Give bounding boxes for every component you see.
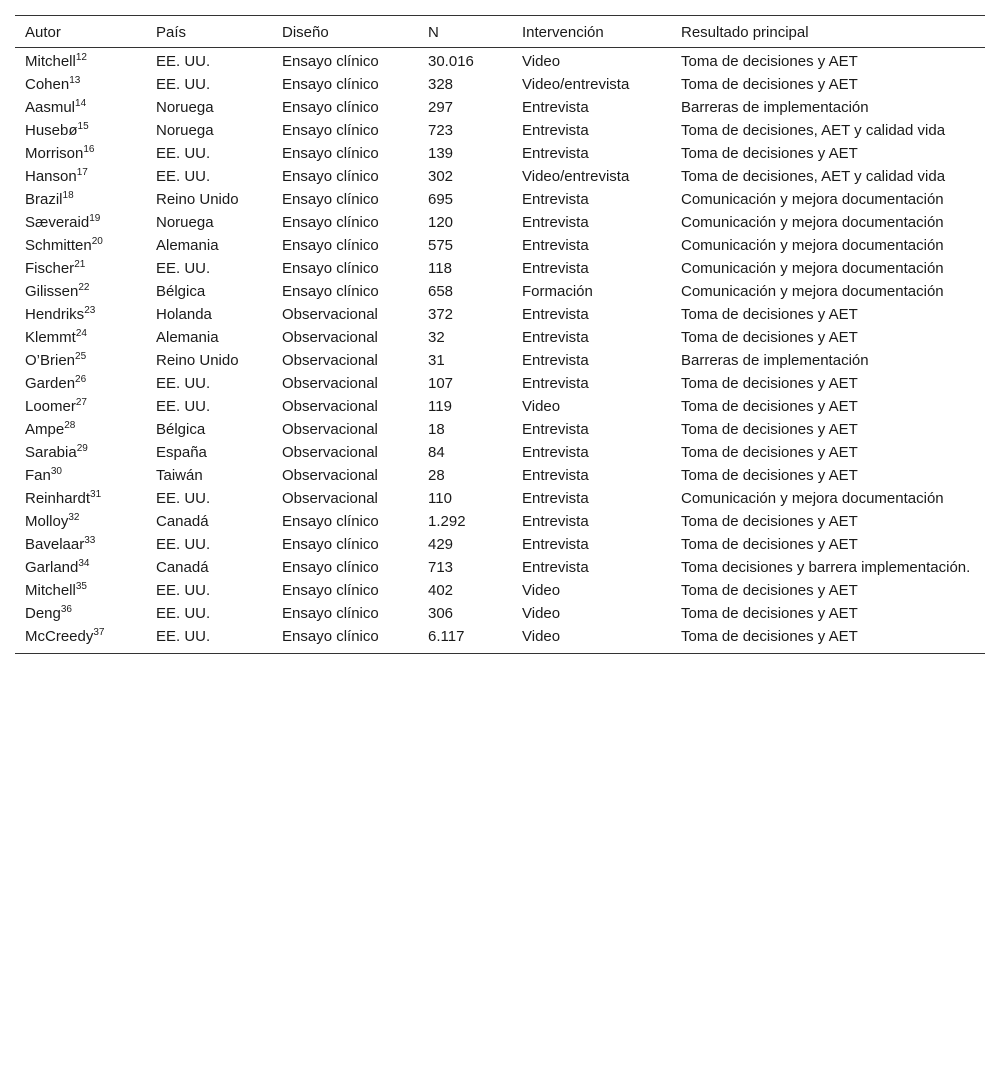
cell-resultado: Comunicación y mejora documentación bbox=[681, 260, 944, 277]
cell-autor bbox=[15, 487, 146, 510]
cell-intervencion: Video bbox=[522, 628, 561, 645]
cell-intervencion: Entrevista bbox=[522, 559, 589, 576]
cell-n: 118 bbox=[428, 260, 452, 277]
table-row bbox=[15, 142, 985, 165]
author-name: Garden bbox=[25, 375, 76, 392]
cell-n: 139 bbox=[428, 145, 454, 162]
cell-diseno: Ensayo clínico bbox=[282, 168, 379, 185]
cell-diseno: Ensayo clínico bbox=[282, 214, 379, 231]
cell-intervencion: Entrevista bbox=[522, 536, 589, 553]
cell-diseno: Observacional bbox=[282, 375, 378, 392]
cell-resultado: Comunicación y mejora documentación bbox=[681, 191, 944, 208]
cell-intervencion: Entrevista bbox=[522, 490, 589, 507]
author-name: Klemmt bbox=[25, 329, 76, 346]
cell-autor bbox=[15, 73, 146, 96]
reference-number: 21 bbox=[74, 259, 86, 270]
cell-resultado: Toma de decisiones y AET bbox=[681, 421, 858, 438]
cell-intervencion: Entrevista bbox=[522, 421, 589, 438]
table-row bbox=[15, 280, 985, 303]
cell-diseno: Ensayo clínico bbox=[282, 513, 379, 530]
cell-pais: Noruega bbox=[156, 214, 214, 231]
cell-n: 372 bbox=[428, 306, 454, 323]
cell-autor bbox=[15, 165, 146, 188]
cell-n: 658 bbox=[428, 283, 454, 300]
table-row bbox=[15, 510, 985, 533]
cell-intervencion: Entrevista bbox=[522, 214, 589, 231]
reference-number: 37 bbox=[93, 627, 105, 638]
author-name: Bavelaar bbox=[25, 536, 85, 553]
cell-intervencion: Entrevista bbox=[522, 99, 589, 116]
cell-diseno: Ensayo clínico bbox=[282, 628, 379, 645]
reference-number: 35 bbox=[75, 581, 87, 592]
cell-resultado: Barreras de implementación bbox=[681, 352, 869, 369]
table-row bbox=[15, 165, 985, 188]
table-row bbox=[15, 119, 985, 142]
cell-n: 328 bbox=[428, 76, 454, 93]
cell-pais: EE. UU. bbox=[156, 53, 211, 70]
cell-intervencion: Entrevista bbox=[522, 467, 589, 484]
reference-number: 24 bbox=[75, 328, 87, 339]
cell-resultado: Barreras de implementación bbox=[681, 99, 869, 116]
cell-intervencion: Entrevista bbox=[522, 444, 589, 461]
reference-number: 25 bbox=[75, 351, 87, 362]
cell-n: 723 bbox=[428, 122, 454, 139]
cell-intervencion: Video bbox=[522, 582, 561, 599]
cell-diseno: Ensayo clínico bbox=[282, 191, 379, 208]
cell-n: 302 bbox=[428, 168, 454, 185]
cell-n: 28 bbox=[428, 467, 445, 484]
cell-intervencion: Entrevista bbox=[522, 513, 589, 530]
table-row bbox=[15, 73, 985, 96]
author-name: Mitchell bbox=[25, 53, 76, 70]
table-row bbox=[15, 349, 985, 372]
author-name: Cohen bbox=[25, 76, 70, 93]
cell-pais: EE. UU. bbox=[156, 168, 211, 185]
cell-resultado: Comunicación y mejora documentación bbox=[681, 283, 944, 300]
cell-n: 31 bbox=[428, 352, 445, 369]
cell-intervencion: Video/entrevista bbox=[522, 76, 630, 93]
cell-resultado: Toma de decisiones y AET bbox=[681, 536, 858, 553]
header-diseno: Diseño bbox=[282, 23, 329, 41]
author-name: Sæveraid bbox=[25, 214, 90, 231]
cell-autor bbox=[15, 418, 146, 441]
reference-number: 23 bbox=[84, 305, 96, 316]
author-name: Loomer bbox=[25, 398, 76, 415]
cell-n: 18 bbox=[428, 421, 445, 438]
studies-table bbox=[15, 15, 985, 654]
cell-n: 429 bbox=[428, 536, 454, 553]
cell-resultado: Toma de decisiones, AET y calidad vida bbox=[681, 122, 946, 139]
cell-autor bbox=[15, 464, 146, 487]
cell-pais: España bbox=[156, 444, 207, 461]
cell-autor bbox=[15, 395, 146, 418]
author-name: Brazil bbox=[25, 191, 63, 208]
cell-diseno: Observacional bbox=[282, 490, 378, 507]
author-name: Hendriks bbox=[25, 306, 85, 323]
cell-n: 695 bbox=[428, 191, 454, 208]
reference-number: 22 bbox=[78, 282, 90, 293]
cell-n: 120 bbox=[428, 214, 454, 231]
cell-pais: EE. UU. bbox=[156, 398, 211, 415]
reference-number: 36 bbox=[60, 604, 72, 615]
reference-number: 34 bbox=[78, 558, 90, 569]
cell-autor bbox=[15, 510, 146, 533]
cell-pais: Noruega bbox=[156, 99, 214, 116]
table-row bbox=[15, 487, 985, 510]
reference-number: 14 bbox=[75, 98, 87, 109]
cell-n: 575 bbox=[428, 237, 454, 254]
table-row bbox=[15, 257, 985, 280]
author-name: Schmitten bbox=[25, 237, 92, 254]
table-row bbox=[15, 211, 985, 234]
cell-n: 402 bbox=[428, 582, 454, 599]
cell-pais: EE. UU. bbox=[156, 605, 211, 622]
table-row bbox=[15, 96, 985, 119]
reference-number: 31 bbox=[90, 489, 102, 500]
cell-autor bbox=[15, 257, 146, 280]
cell-intervencion: Entrevista bbox=[522, 329, 589, 346]
cell-resultado: Toma de decisiones y AET bbox=[681, 513, 858, 530]
author-name: Deng bbox=[25, 605, 61, 622]
cell-autor bbox=[15, 211, 146, 234]
cell-resultado: Toma de decisiones y AET bbox=[681, 53, 858, 70]
cell-intervencion: Entrevista bbox=[522, 145, 589, 162]
cell-resultado: Toma de decisiones, AET y calidad vida bbox=[681, 168, 946, 185]
cell-diseno: Ensayo clínico bbox=[282, 99, 379, 116]
reference-number: 16 bbox=[83, 144, 95, 155]
header-n: N bbox=[428, 23, 439, 41]
cell-intervencion: Entrevista bbox=[522, 375, 589, 392]
cell-pais: EE. UU. bbox=[156, 490, 211, 507]
cell-diseno: Observacional bbox=[282, 306, 378, 323]
cell-pais: Alemania bbox=[156, 237, 219, 254]
cell-diseno: Ensayo clínico bbox=[282, 260, 379, 277]
reference-number: 33 bbox=[84, 535, 96, 546]
cell-diseno: Ensayo clínico bbox=[282, 53, 379, 70]
cell-n: 297 bbox=[428, 99, 454, 116]
reference-number: 18 bbox=[62, 190, 74, 201]
reference-number: 12 bbox=[75, 52, 87, 63]
cell-intervencion: Entrevista bbox=[522, 191, 589, 208]
header-intervencion: Intervención bbox=[522, 23, 604, 41]
author-name: Fan bbox=[25, 467, 51, 484]
author-name: Fischer bbox=[25, 260, 75, 277]
cell-autor bbox=[15, 441, 146, 464]
cell-diseno: Observacional bbox=[282, 421, 378, 438]
author-name: O’Brien bbox=[25, 352, 76, 369]
header-row bbox=[15, 16, 985, 48]
reference-number: 19 bbox=[89, 213, 101, 224]
cell-n: 110 bbox=[428, 490, 452, 507]
table-row bbox=[15, 441, 985, 464]
reference-number: 28 bbox=[64, 420, 76, 431]
cell-resultado: Toma de decisiones y AET bbox=[681, 306, 858, 323]
cell-intervencion: Formación bbox=[522, 283, 593, 300]
table-row bbox=[15, 625, 985, 654]
table-row bbox=[15, 372, 985, 395]
cell-diseno: Observacional bbox=[282, 329, 378, 346]
cell-n: 30.016 bbox=[428, 53, 474, 70]
author-name: Molloy bbox=[25, 513, 69, 530]
cell-diseno: Ensayo clínico bbox=[282, 559, 379, 576]
author-name: Garland bbox=[25, 559, 79, 576]
cell-pais: Taiwán bbox=[156, 467, 203, 484]
table-row bbox=[15, 418, 985, 441]
table-row bbox=[15, 533, 985, 556]
studies-table-container bbox=[15, 15, 985, 654]
reference-number: 17 bbox=[76, 167, 88, 178]
author-name: Reinhardt bbox=[25, 490, 91, 507]
cell-autor bbox=[15, 48, 146, 74]
author-name: Gilissen bbox=[25, 283, 79, 300]
author-name: Husebø bbox=[25, 122, 78, 139]
cell-intervencion: Entrevista bbox=[522, 306, 589, 323]
cell-pais: Reino Unido bbox=[156, 352, 239, 369]
table-row bbox=[15, 556, 985, 579]
author-name: Aasmul bbox=[25, 99, 76, 116]
cell-intervencion: Entrevista bbox=[522, 237, 589, 254]
cell-pais: Bélgica bbox=[156, 283, 206, 300]
cell-diseno: Observacional bbox=[282, 467, 378, 484]
cell-resultado: Comunicación y mejora documentación bbox=[681, 237, 944, 254]
table-row bbox=[15, 579, 985, 602]
header-autor: Autor bbox=[25, 23, 61, 41]
author-name: Ampe bbox=[25, 421, 65, 438]
reference-number: 26 bbox=[75, 374, 87, 385]
reference-number: 32 bbox=[68, 512, 80, 523]
header-resultado: Resultado principal bbox=[681, 23, 809, 41]
cell-resultado: Toma de decisiones y AET bbox=[681, 467, 858, 484]
cell-n: 306 bbox=[428, 605, 454, 622]
cell-resultado: Comunicación y mejora documentación bbox=[681, 214, 944, 231]
cell-pais: Bélgica bbox=[156, 421, 206, 438]
reference-number: 13 bbox=[69, 75, 81, 86]
cell-autor bbox=[15, 96, 146, 119]
cell-n: 6.117 bbox=[428, 628, 465, 645]
cell-intervencion: Video bbox=[522, 398, 561, 415]
cell-autor bbox=[15, 625, 146, 654]
cell-pais: EE. UU. bbox=[156, 76, 211, 93]
cell-n: 84 bbox=[428, 444, 445, 461]
cell-autor bbox=[15, 142, 146, 165]
cell-diseno: Observacional bbox=[282, 352, 378, 369]
cell-pais: Holanda bbox=[156, 306, 212, 323]
reference-number: 15 bbox=[77, 121, 89, 132]
cell-n: 713 bbox=[428, 559, 454, 576]
table-row bbox=[15, 395, 985, 418]
table-row bbox=[15, 303, 985, 326]
cell-diseno: Ensayo clínico bbox=[282, 145, 379, 162]
cell-autor bbox=[15, 372, 146, 395]
cell-autor bbox=[15, 188, 146, 211]
cell-resultado: Toma de decisiones y AET bbox=[681, 582, 858, 599]
cell-resultado: Toma de decisiones y AET bbox=[681, 398, 858, 415]
cell-diseno: Observacional bbox=[282, 398, 378, 415]
cell-autor bbox=[15, 326, 146, 349]
cell-intervencion: Video/entrevista bbox=[522, 168, 630, 185]
table-row bbox=[15, 48, 985, 74]
cell-n: 119 bbox=[428, 398, 452, 415]
cell-autor bbox=[15, 234, 146, 257]
cell-pais: Canadá bbox=[156, 513, 209, 530]
author-name: Hanson bbox=[25, 168, 77, 185]
table-row bbox=[15, 234, 985, 257]
cell-resultado: Toma de decisiones y AET bbox=[681, 628, 858, 645]
cell-autor bbox=[15, 303, 146, 326]
cell-intervencion: Video bbox=[522, 605, 561, 622]
cell-n: 32 bbox=[428, 329, 445, 346]
cell-resultado: Toma de decisiones y AET bbox=[681, 329, 858, 346]
header-pais: País bbox=[156, 23, 187, 41]
reference-number: 27 bbox=[75, 397, 87, 408]
cell-diseno: Ensayo clínico bbox=[282, 283, 379, 300]
cell-pais: Canadá bbox=[156, 559, 209, 576]
cell-resultado: Toma decisiones y barrera implementación. bbox=[681, 559, 971, 576]
cell-pais: Reino Unido bbox=[156, 191, 239, 208]
cell-diseno: Observacional bbox=[282, 444, 378, 461]
cell-pais: EE. UU. bbox=[156, 145, 211, 162]
cell-pais: Alemania bbox=[156, 329, 219, 346]
cell-resultado: Toma de decisiones y AET bbox=[681, 605, 858, 622]
cell-autor bbox=[15, 349, 146, 372]
cell-diseno: Ensayo clínico bbox=[282, 76, 379, 93]
author-name: Mitchell bbox=[25, 582, 76, 599]
cell-resultado: Toma de decisiones y AET bbox=[681, 145, 858, 162]
cell-pais: EE. UU. bbox=[156, 375, 211, 392]
cell-autor bbox=[15, 533, 146, 556]
cell-pais: Noruega bbox=[156, 122, 214, 139]
cell-autor bbox=[15, 556, 146, 579]
cell-diseno: Ensayo clínico bbox=[282, 536, 379, 553]
table-row bbox=[15, 326, 985, 349]
reference-number: 30 bbox=[50, 466, 62, 477]
table-row bbox=[15, 602, 985, 625]
cell-intervencion: Entrevista bbox=[522, 260, 589, 277]
cell-resultado: Toma de decisiones y AET bbox=[681, 375, 858, 392]
author-name: Morrison bbox=[25, 145, 84, 162]
cell-autor bbox=[15, 119, 146, 142]
cell-diseno: Ensayo clínico bbox=[282, 582, 379, 599]
cell-pais: EE. UU. bbox=[156, 260, 211, 277]
table-row bbox=[15, 188, 985, 211]
cell-pais: EE. UU. bbox=[156, 628, 211, 645]
cell-pais: EE. UU. bbox=[156, 582, 211, 599]
cell-intervencion: Entrevista bbox=[522, 122, 589, 139]
cell-intervencion: Video bbox=[522, 53, 561, 70]
cell-resultado: Toma de decisiones y AET bbox=[681, 444, 858, 461]
cell-diseno: Ensayo clínico bbox=[282, 237, 379, 254]
reference-number: 29 bbox=[76, 443, 88, 454]
cell-resultado: Comunicación y mejora documentación bbox=[681, 490, 944, 507]
author-name: McCreedy bbox=[25, 628, 94, 645]
cell-diseno: Ensayo clínico bbox=[282, 605, 379, 622]
author-name: Sarabia bbox=[25, 444, 77, 461]
table-row bbox=[15, 464, 985, 487]
table-body bbox=[15, 48, 985, 654]
cell-resultado: Toma de decisiones y AET bbox=[681, 76, 858, 93]
reference-number: 20 bbox=[91, 236, 103, 247]
cell-autor bbox=[15, 602, 146, 625]
cell-autor bbox=[15, 280, 146, 303]
cell-n: 1.292 bbox=[428, 513, 466, 530]
table-header bbox=[15, 16, 985, 48]
cell-autor bbox=[15, 579, 146, 602]
cell-n: 107 bbox=[428, 375, 454, 392]
cell-intervencion: Entrevista bbox=[522, 352, 589, 369]
cell-diseno: Ensayo clínico bbox=[282, 122, 379, 139]
cell-pais: EE. UU. bbox=[156, 536, 211, 553]
